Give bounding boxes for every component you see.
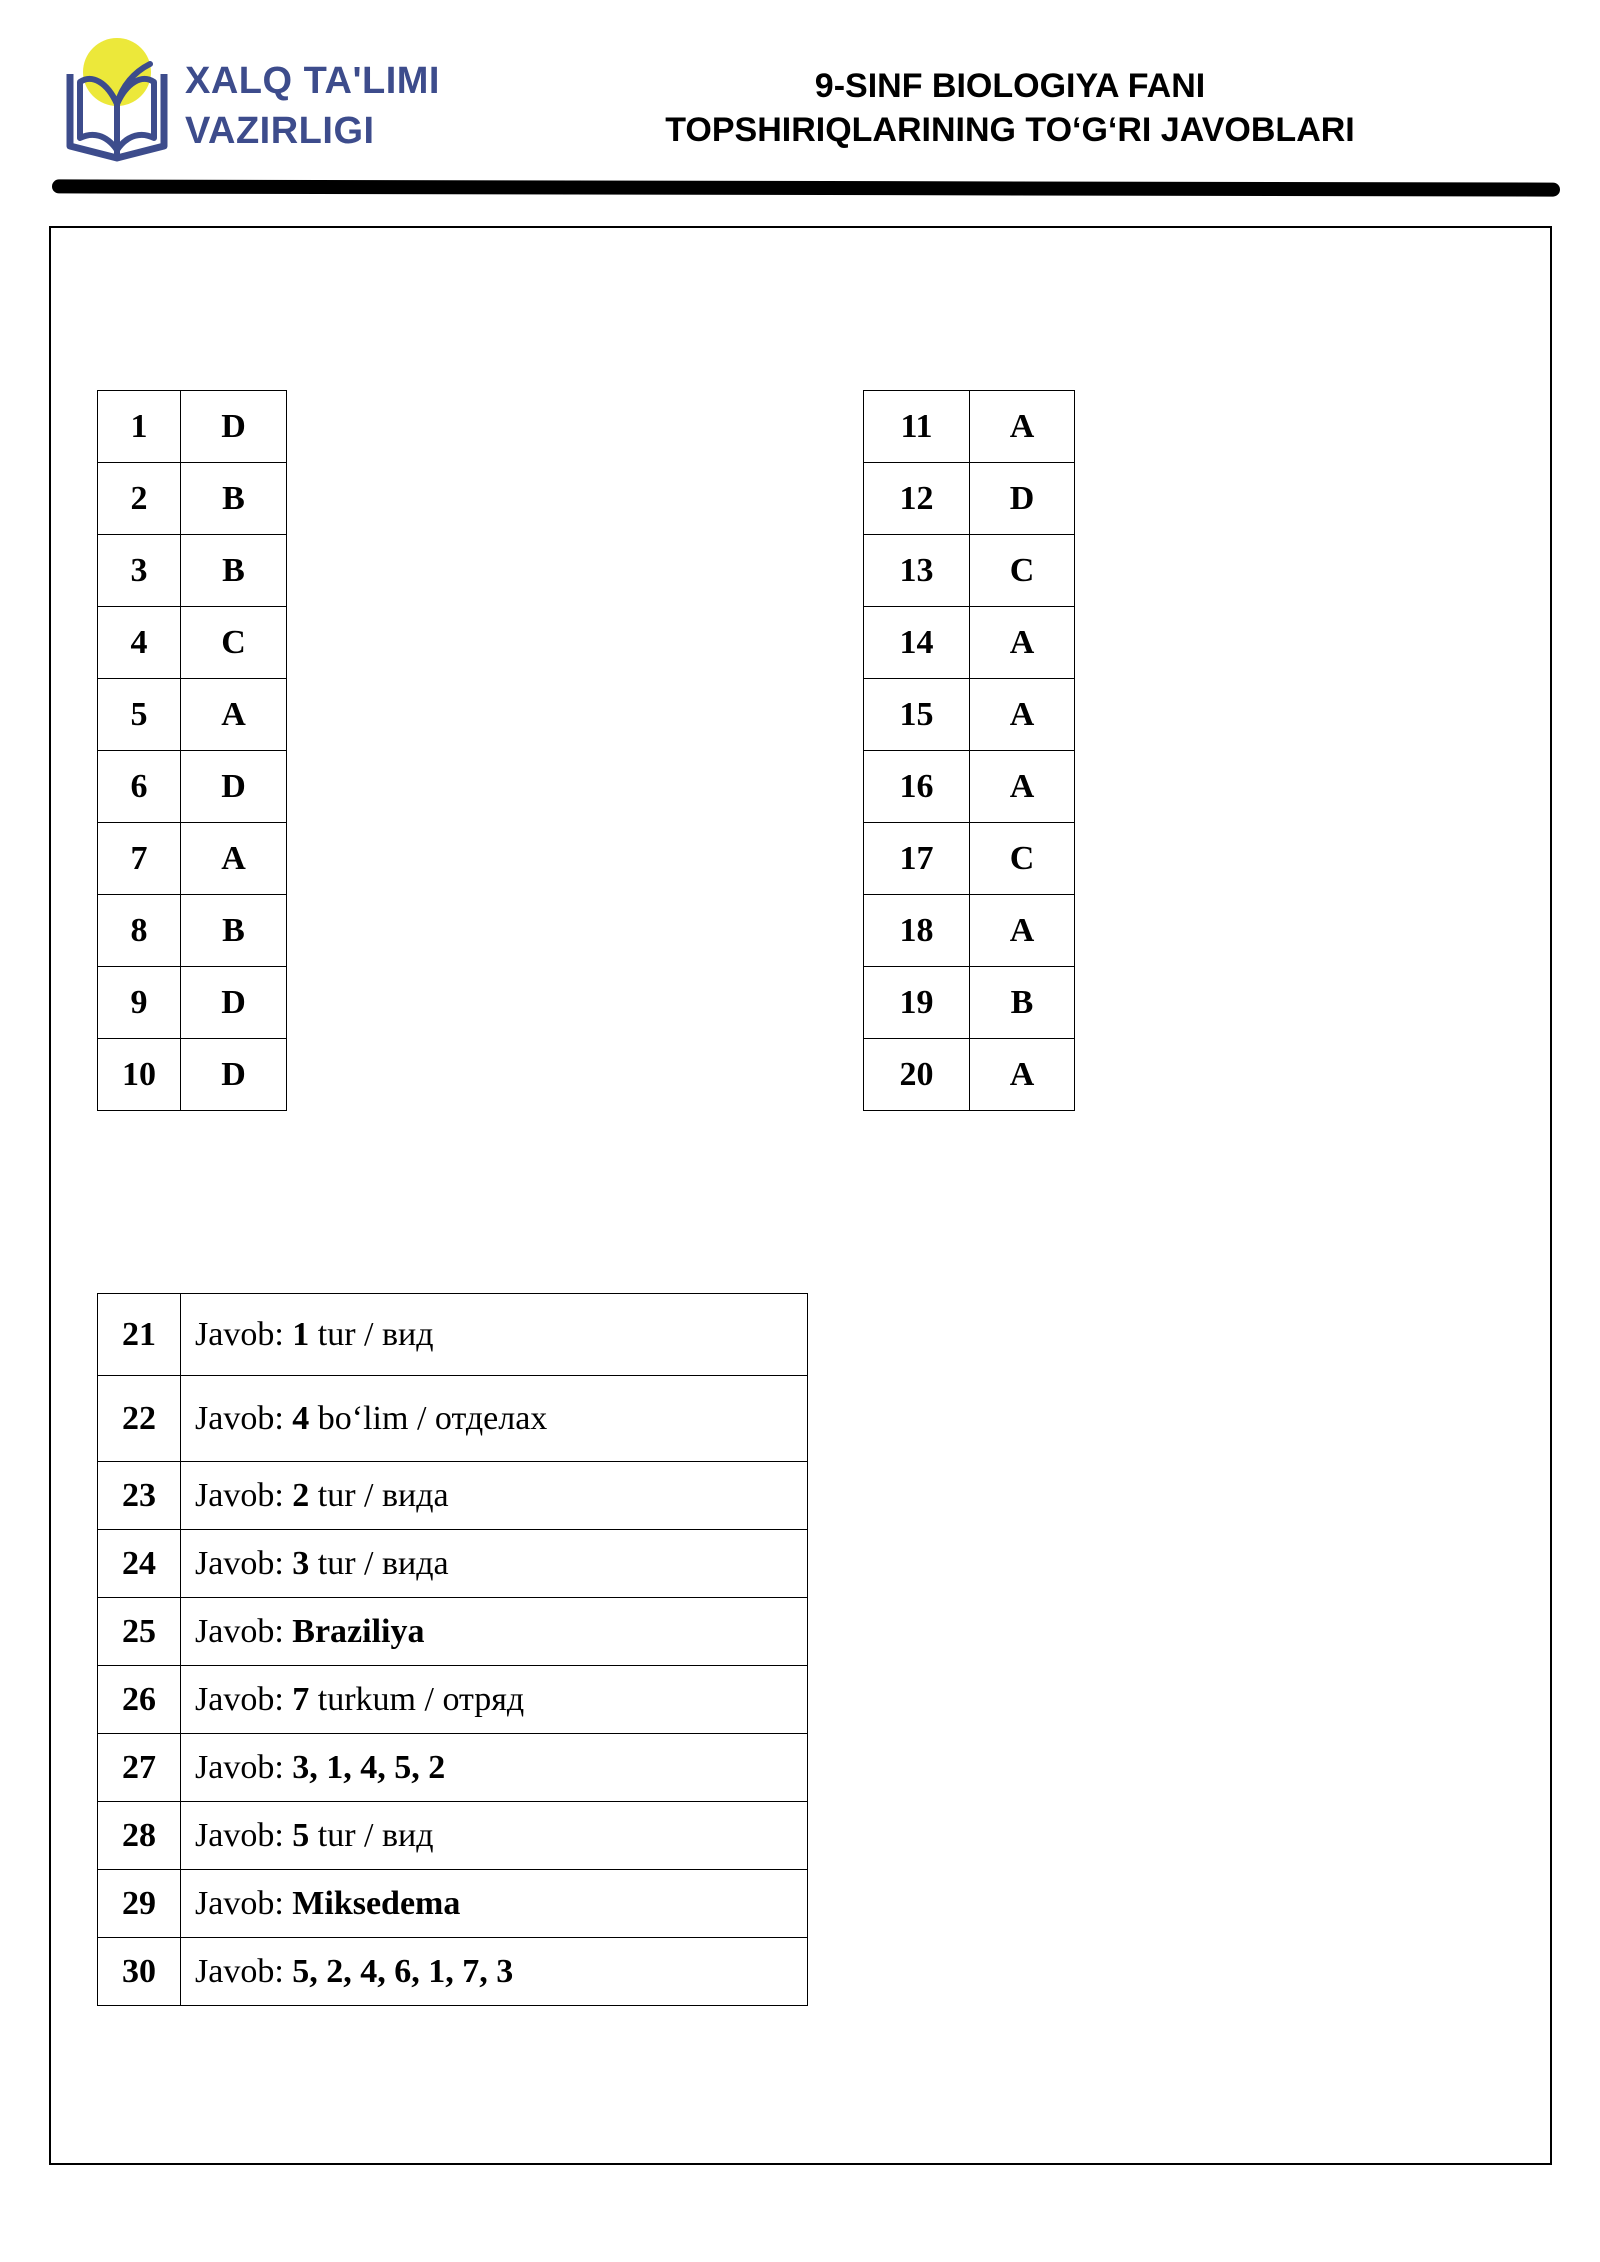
answer-prefix: Javob: [195,1748,293,1786]
table-row [864,679,1075,751]
answer-value: 3 [292,1544,310,1582]
table-row [98,967,287,1039]
question-number: 5 [98,679,181,751]
table-row [98,1039,287,1111]
table-row [98,1802,808,1870]
question-number: 24 [98,1530,181,1598]
answer-value: 3, 1, 4, 5, 2 [292,1748,446,1786]
question-number: 26 [98,1666,181,1734]
answer-letter: D [181,967,287,1039]
question-number: 21 [98,1294,181,1376]
question-number: 8 [98,895,181,967]
answer-value: Miksedema [292,1884,461,1922]
table-row [98,1376,808,1462]
page-title-line2: TOPSHIRIQLARINING TO‘G‘RI JAVOBLARI [665,111,1355,149]
answer-letter: A [970,391,1075,463]
open-answer-text [181,1734,808,1802]
question-number: 12 [864,463,970,535]
open-answer-text [181,1598,808,1666]
answer-letter: B [181,463,287,535]
question-number: 17 [864,823,970,895]
question-number: 2 [98,463,181,535]
answer-letter: D [181,751,287,823]
answer-prefix: Javob: [195,1816,293,1854]
page-title-line1: 9-SINF BIOLOGIYA FANI [814,67,1206,105]
table-row [864,823,1075,895]
answer-prefix: Javob: [195,1680,293,1718]
answer-prefix: Javob: [195,1544,293,1582]
question-number: 16 [864,751,970,823]
answer-letter: C [181,607,287,679]
open-answer-text [181,1666,808,1734]
answer-unit: tur / вида [309,1476,449,1514]
ministry-name-line1: XALQ TA'LIMI [185,60,440,102]
answer-value: 2 [292,1476,310,1514]
answer-prefix: Javob: [195,1399,293,1437]
page-title [600,64,1420,152]
answers-table-11-20 [863,390,1075,1111]
table-row [864,463,1075,535]
table-row [98,823,287,895]
answer-letter: C [970,823,1075,895]
answer-unit: bo‘lim / отделах [309,1399,548,1437]
answer-letter: A [181,679,287,751]
answer-unit: tur / вида [309,1544,449,1582]
table-row [864,967,1075,1039]
table-row [98,1870,808,1938]
table-row [98,1598,808,1666]
header-divider [52,179,1560,196]
question-number: 15 [864,679,970,751]
table-row [98,391,287,463]
answer-value: 7 [292,1680,310,1718]
open-answer-text [181,1376,808,1462]
question-number: 29 [98,1870,181,1938]
table-row [98,1462,808,1530]
question-number: 11 [864,391,970,463]
ministry-logo [62,34,172,162]
question-number: 10 [98,1039,181,1111]
table-row [98,679,287,751]
ministry-name-line2: VAZIRLIGI [185,110,375,152]
answer-prefix: Javob: [195,1612,293,1650]
question-number: 27 [98,1734,181,1802]
table-row [98,1294,808,1376]
answer-letter: D [181,1039,287,1111]
open-answers-table-21-30 [97,1293,808,2006]
question-number: 28 [98,1802,181,1870]
table-row [98,535,287,607]
table-row [864,607,1075,679]
table-row [864,535,1075,607]
answer-value: 1 [292,1315,310,1353]
answer-letter: A [181,823,287,895]
answer-letter: A [970,1039,1075,1111]
answer-prefix: Javob: [195,1315,293,1353]
open-answer-text [181,1462,808,1530]
question-number: 23 [98,1462,181,1530]
table-row [864,751,1075,823]
answer-letter: B [181,895,287,967]
table-row [98,463,287,535]
answer-letter: A [970,895,1075,967]
question-number: 14 [864,607,970,679]
table-row [98,1938,808,2006]
question-number: 6 [98,751,181,823]
answer-letter: C [970,535,1075,607]
answer-letter: D [970,463,1075,535]
table-row [98,607,287,679]
question-number: 1 [98,391,181,463]
answer-letter: D [181,391,287,463]
table-row [864,1039,1075,1111]
question-number: 22 [98,1376,181,1462]
answer-prefix: Javob: [195,1476,293,1514]
open-answer-text [181,1938,808,2006]
open-answer-text [181,1530,808,1598]
table-row [864,391,1075,463]
question-number: 7 [98,823,181,895]
answer-letter: A [970,751,1075,823]
answer-value: Braziliya [292,1612,425,1650]
question-number: 3 [98,535,181,607]
answer-letter: B [970,967,1075,1039]
open-answer-text [181,1294,808,1376]
question-number: 18 [864,895,970,967]
question-number: 13 [864,535,970,607]
table-row [98,895,287,967]
answer-value: 4 [292,1399,310,1437]
question-number: 19 [864,967,970,1039]
answers-table-1-10 [97,390,287,1111]
answer-prefix: Javob: [195,1884,293,1922]
answer-letter: A [970,679,1075,751]
answer-prefix: Javob: [195,1952,293,1990]
answer-unit: tur / вид [309,1816,434,1854]
open-answer-text [181,1870,808,1938]
question-number: 20 [864,1039,970,1111]
open-answer-text [181,1802,808,1870]
answer-letter: A [970,607,1075,679]
table-row [98,1530,808,1598]
question-number: 30 [98,1938,181,2006]
question-number: 4 [98,607,181,679]
table-row [98,751,287,823]
answer-unit: turkum / отряд [309,1680,525,1718]
answer-letter: B [181,535,287,607]
table-row [98,1734,808,1802]
answer-value: 5, 2, 4, 6, 1, 7, 3 [292,1952,514,1990]
ministry-name [185,56,440,156]
answer-unit: tur / вид [309,1315,434,1353]
answer-value: 5 [292,1816,310,1854]
question-number: 25 [98,1598,181,1666]
question-number: 9 [98,967,181,1039]
table-row [864,895,1075,967]
table-row [98,1666,808,1734]
